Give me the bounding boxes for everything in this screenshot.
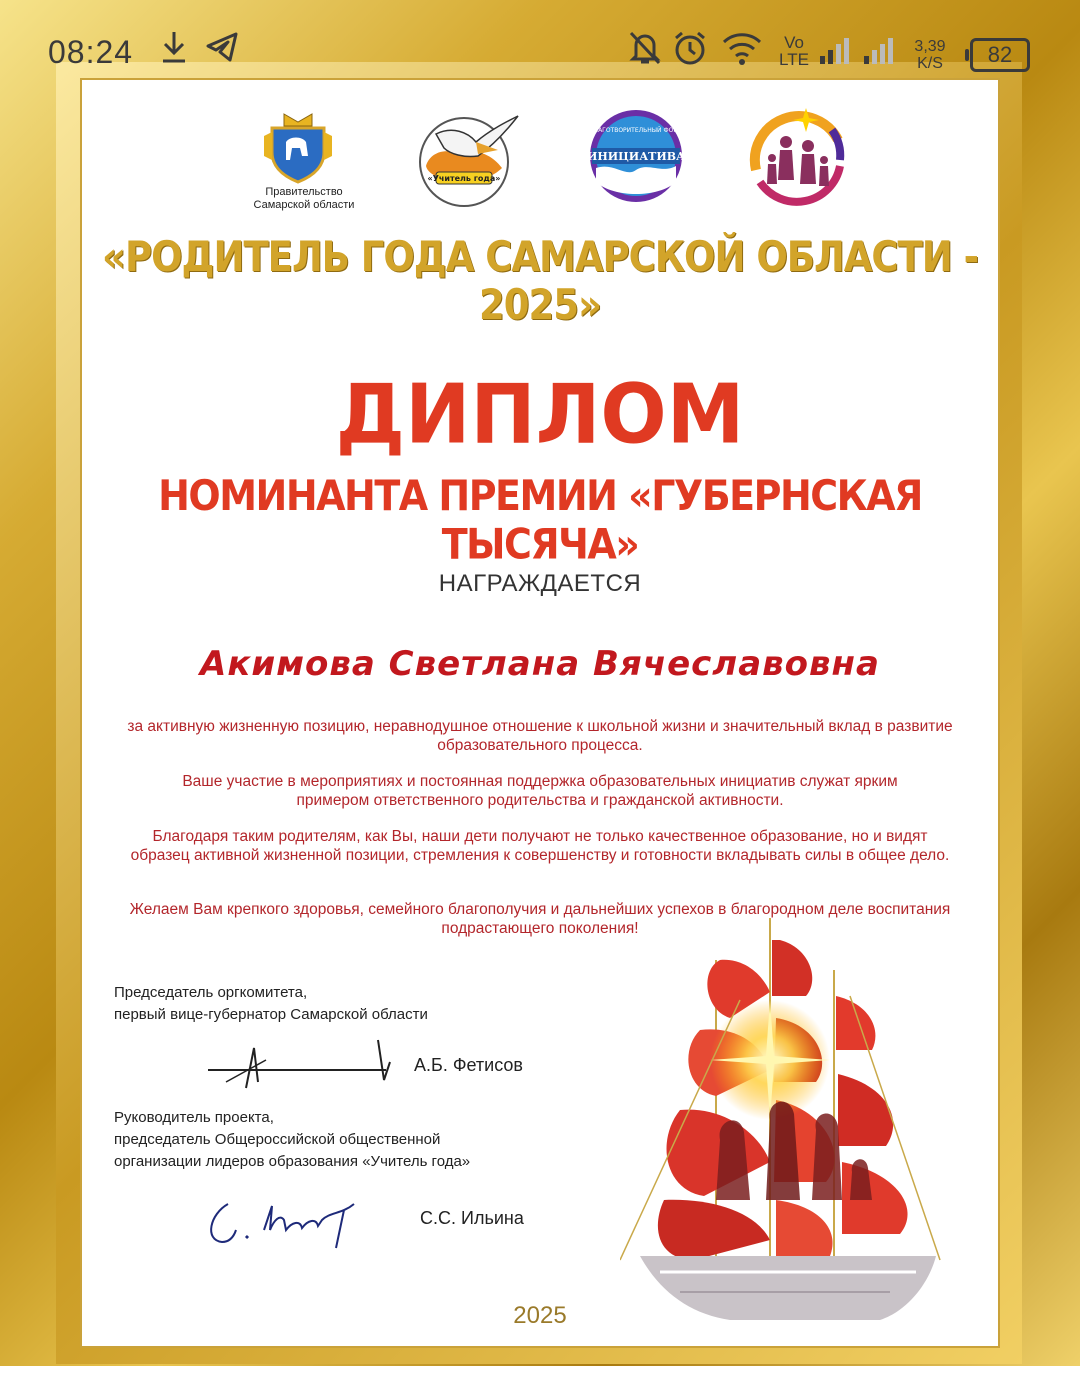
recipient-name: Акимова Светлана Вячеславовна <box>200 644 880 684</box>
initiative-logo-arc: БЛАГОТВОРИТЕЛЬНЫЙ ФОНД <box>589 127 683 134</box>
teacher-of-year-logo <box>406 108 522 213</box>
diploma-year: 2025 <box>513 1302 567 1329</box>
status-bar <box>0 28 1080 76</box>
data-speed-unit: K/S <box>917 55 943 72</box>
signature-1-position-line1: Председатель оргкомитета, <box>114 984 308 1001</box>
data-speed-value: 3,39 <box>914 38 946 55</box>
paragraph-3: Благодаря таким родителям, как Вы, наши дети получают не только качественное образование, но и видят образец активной жизненной позиции, стремления к совершенству и готовности вкладывать силы в общее дело. <box>130 828 950 864</box>
nominee-heading: НОМИНАНТА ПРЕМИИ «ГУБЕРНСКАЯ ТЫСЯЧА» <box>158 471 922 569</box>
award-title: «РОДИТЕЛЬ ГОДА САМАРСКОЙ ОБЛАСТИ - 2025» <box>102 232 978 330</box>
signature-1-position <box>114 982 428 1026</box>
signature-2-position-line1: Руководитель проекта, <box>114 1109 274 1126</box>
volte-bottom: LTE <box>779 50 809 69</box>
screen-bottom-edge <box>0 1366 1080 1382</box>
signature-2-position-line3: организации лидеров образования «Учитель года» <box>114 1153 471 1170</box>
signature-2-position-line2: председатель Общероссийской общественной <box>114 1131 441 1148</box>
signature-2-handwritten <box>204 1190 374 1255</box>
muted-bell-icon <box>628 30 662 77</box>
teacher-logo-text: «Учитель года» <box>427 174 501 183</box>
alarm-icon <box>672 30 708 77</box>
wifi-icon <box>720 30 764 77</box>
gov-logo-caption <box>234 186 374 212</box>
samara-coat-of-arms-logo <box>262 112 334 189</box>
signature-1-position-line2: первый вице-губернатор Самарской области <box>114 1006 428 1023</box>
signature-2-position <box>114 1107 470 1173</box>
signature-2-name: С.С. Ильина <box>420 1208 524 1228</box>
status-time: 08:24 <box>48 34 134 70</box>
signal-icon <box>818 34 902 77</box>
initiative-logo-text: ИНИЦИАТИВА <box>587 150 685 163</box>
data-speed <box>906 38 954 72</box>
paragraph-1: за активную жизненную позицию, неравнодушное отношение к школьной жизни и значительный вклад в развитие образовательного процесса. <box>127 718 953 754</box>
paragraph-2: Ваше участие в мероприятиях и постоянная поддержка образовательных инициатив служат ярким примером ответственного родительства и гражданской активности. <box>182 773 898 809</box>
signature-1-name: А.Б. Фетисов <box>414 1055 523 1075</box>
telegram-icon <box>206 32 238 73</box>
family-logo <box>742 100 852 213</box>
volte-top: Vo <box>784 33 804 52</box>
scarlet-sails-ship-illustration <box>620 900 960 1365</box>
signature-1-handwritten <box>206 1036 396 1101</box>
diploma-heading: ДИПЛОМ <box>335 367 745 463</box>
gov-caption-line1: Правительство <box>265 186 343 198</box>
paragraph-4: Желаем Вам крепкого здоровья, семейного благополучия и дальнейших успехов в благородном деле воспитания подрастающего поколения! <box>129 901 951 937</box>
gov-caption-line2: Самарской области <box>253 199 355 211</box>
volte-label <box>774 34 814 68</box>
initiative-fund-logo <box>578 108 694 209</box>
awarded-label: НАГРАЖДАЕТСЯ <box>438 570 642 597</box>
download-icon <box>160 30 188 75</box>
battery-icon: 82 <box>970 38 1030 72</box>
